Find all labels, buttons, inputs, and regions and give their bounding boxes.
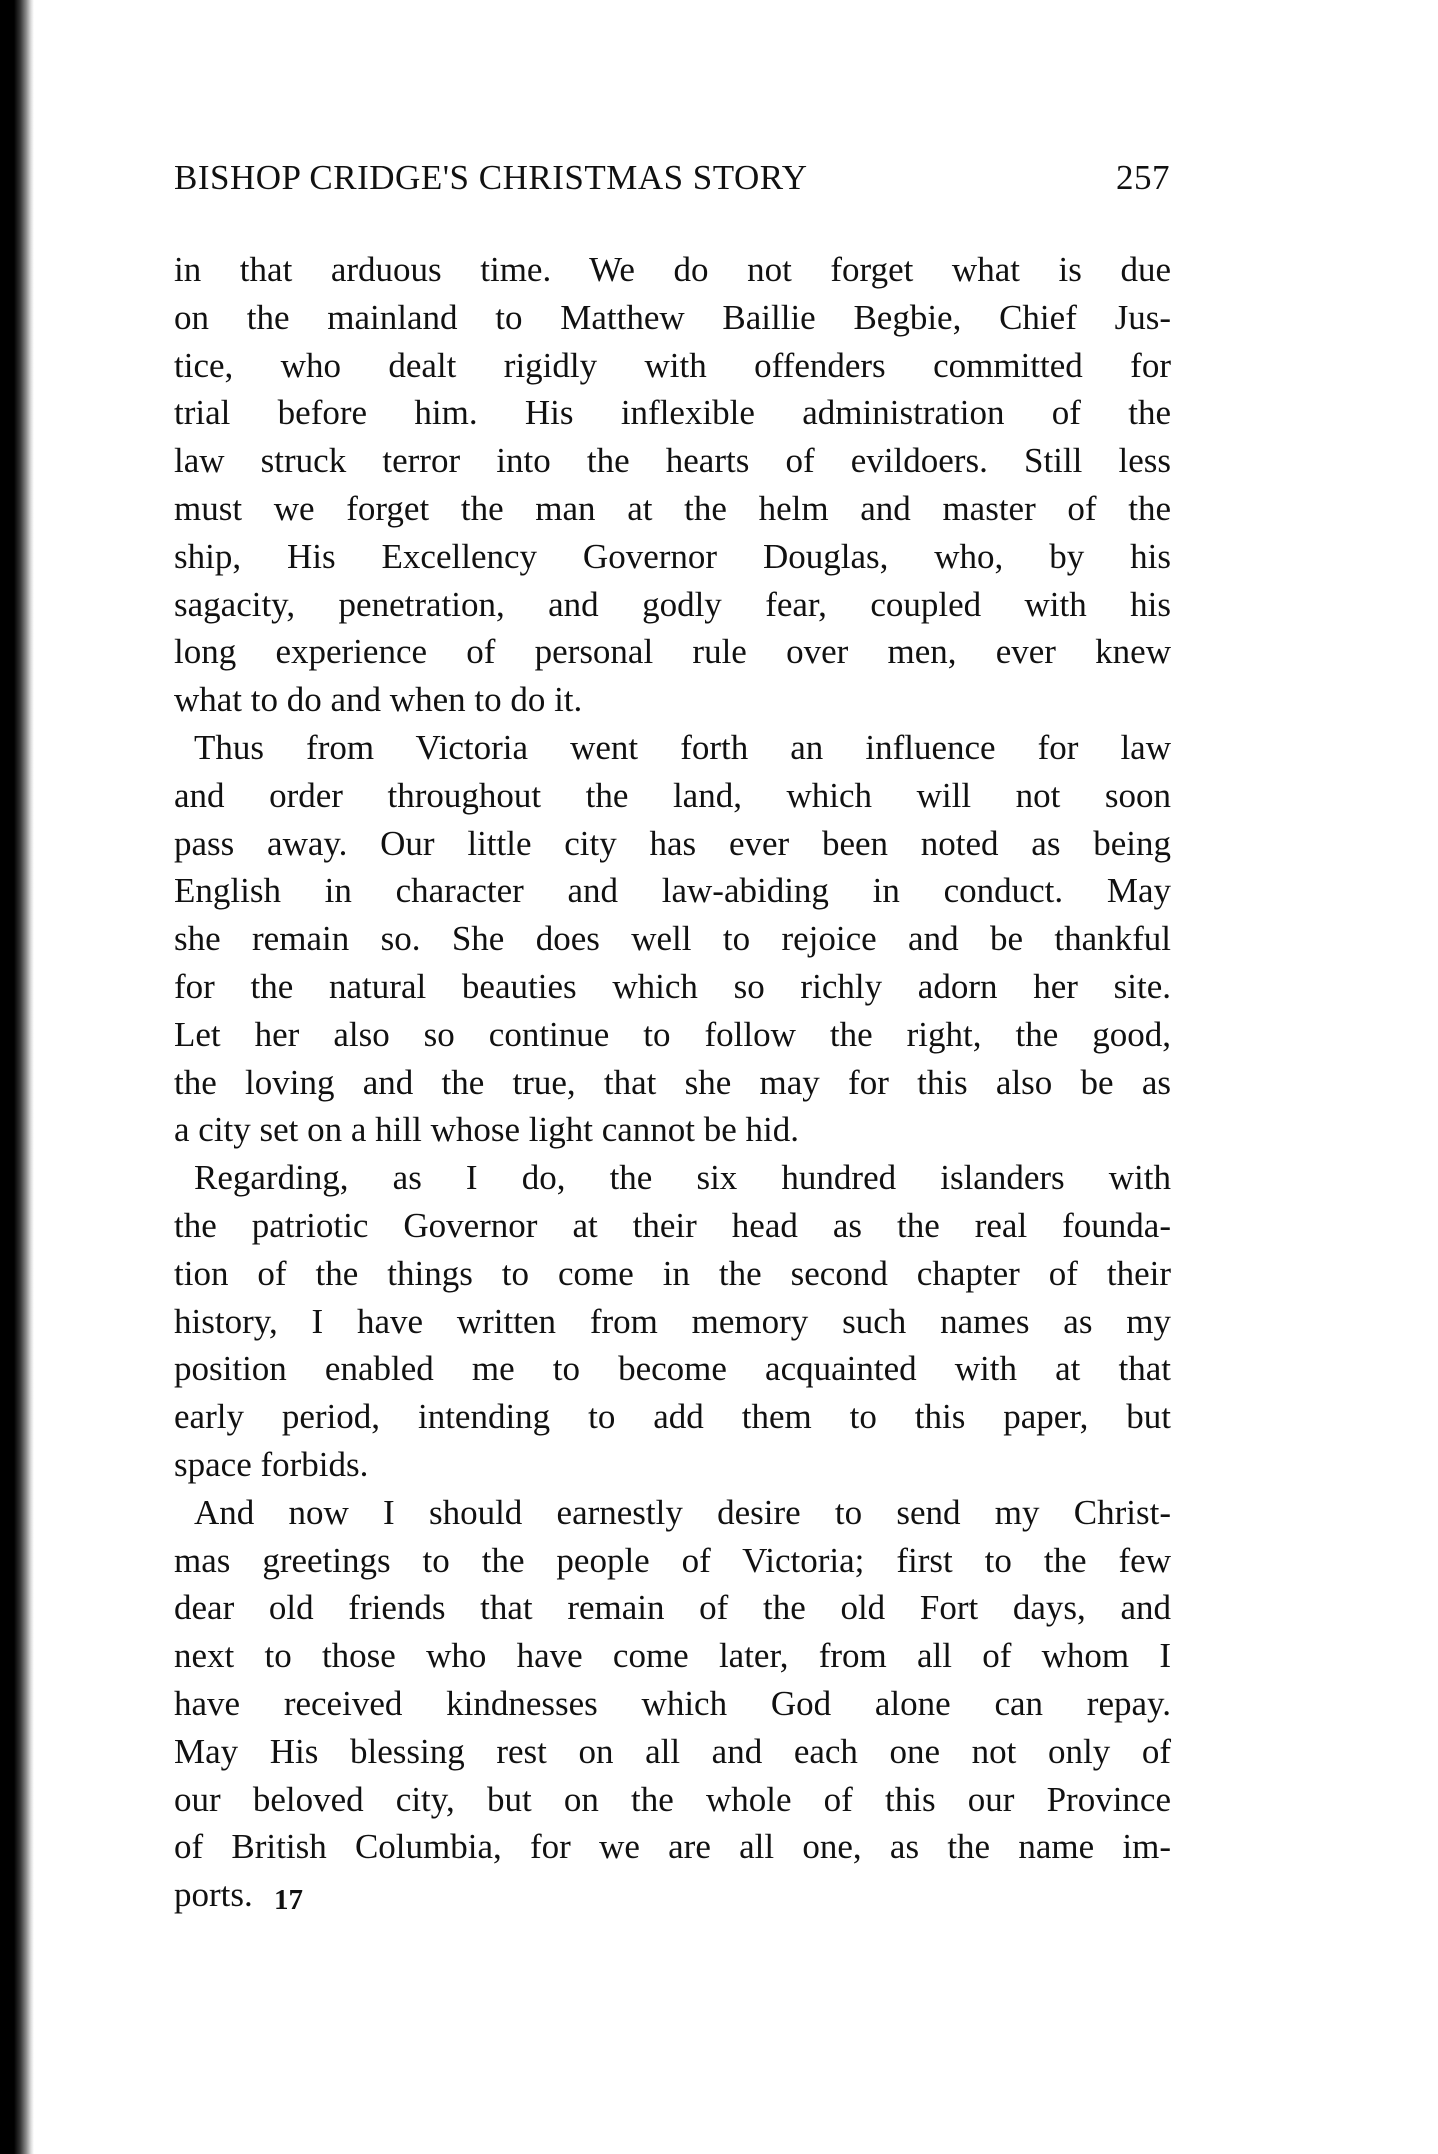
text-line: next to those who have come later, from all of whom I — [174, 1636, 1171, 1676]
text-line: Thus from Victoria went forth an influence for law — [194, 727, 1171, 767]
text-line: English in character and law-abiding in conduct. May — [174, 871, 1171, 911]
text-line: tion of the things to come in the second chapter of their — [174, 1253, 1171, 1293]
text-line: on the mainland to Matthew Baillie Begbie, Chief Jus- — [174, 297, 1171, 337]
text-line: ports. — [174, 1875, 253, 1915]
text-line: long experience of personal rule over men, ever knew — [174, 632, 1171, 672]
text-line: our beloved city, but on the whole of this our Province — [174, 1779, 1171, 1819]
text-line: mas greetings to the people of Victoria; first to the few — [174, 1540, 1171, 1580]
body-text — [174, 246, 1171, 1919]
text-line: pass away. Our little city has ever been noted as being — [174, 823, 1171, 863]
text-line: And now I should earnestly desire to send my Christ- — [194, 1492, 1171, 1532]
text-line: have received kindnesses which God alone can repay. — [174, 1683, 1171, 1723]
text-line: sagacity, penetration, and godly fear, coupled with his — [174, 584, 1171, 624]
text-line: ship, His Excellency Governor Douglas, who, by his — [174, 536, 1171, 576]
text-line: history, I have written from memory such names as my — [174, 1301, 1171, 1341]
text-line: what to do and when to do it. — [174, 680, 583, 720]
text-line: the patriotic Governor at their head as the real founda- — [174, 1205, 1171, 1245]
text-line: a city set on a hill whose light cannot be hid. — [174, 1110, 800, 1150]
signature-mark: 17 — [274, 1884, 303, 1916]
text-line: early period, intending to add them to this paper, but — [174, 1397, 1171, 1437]
running-title: BISHOP CRIDGE'S CHRISTMAS STORY — [174, 158, 808, 197]
text-line: of British Columbia, for we are all one, as the name im- — [174, 1827, 1171, 1867]
text-line: dear old friends that remain of the old Fort days, and — [174, 1588, 1171, 1628]
text-line: she remain so. She does well to rejoice and be thankful — [174, 919, 1171, 959]
text-line: for the natural beauties which so richly adorn her site. — [174, 966, 1171, 1006]
text-line: trial before him. His inflexible administration of the — [174, 393, 1171, 433]
text-line: and order throughout the land, which will not soon — [174, 775, 1171, 815]
text-line: tice, who dealt rigidly with offenders committed for — [174, 345, 1171, 385]
text-line: Let her also so continue to follow the right, the good, — [174, 1014, 1171, 1054]
scanned-page-edge — [0, 0, 34, 2154]
text-line: the loving and the true, that she may for this also be as — [174, 1062, 1171, 1102]
text-line: position enabled me to become acquainted with at that — [174, 1349, 1171, 1389]
running-header — [174, 154, 1170, 202]
page-number: 257 — [1116, 158, 1170, 197]
text-line: in that arduous time. We do not forget what is due — [174, 250, 1171, 289]
text-line: space forbids. — [174, 1444, 369, 1484]
text-line: Regarding, as I do, the six hundred islanders with — [194, 1158, 1171, 1198]
text-line: law struck terror into the hearts of evildoers. Still less — [174, 441, 1171, 481]
text-line: May His blessing rest on all and each one not only of — [174, 1731, 1171, 1771]
text-line: must we forget the man at the helm and master of the — [174, 488, 1171, 528]
